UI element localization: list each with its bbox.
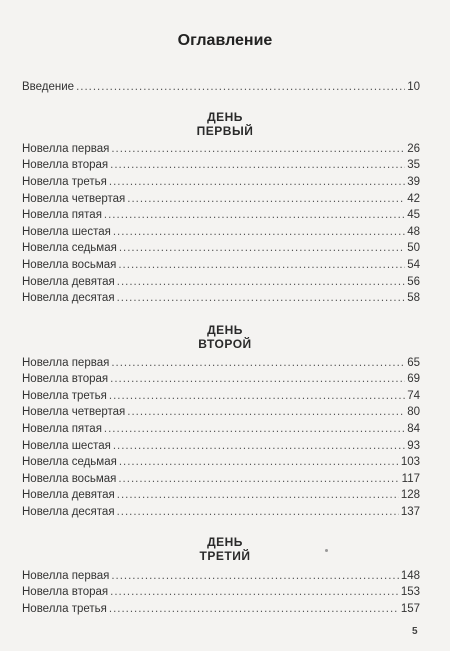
toc-entry-page: 39 bbox=[407, 176, 420, 188]
toc-entry-label: Новелла седьмая bbox=[22, 456, 117, 468]
page-title: Оглавление bbox=[177, 32, 273, 49]
toc-entry-page: 58 bbox=[407, 292, 420, 304]
toc-entry-label: Новелла вторая bbox=[22, 586, 109, 598]
toc-entry bbox=[22, 602, 420, 616]
toc-entry-page: 128 bbox=[400, 489, 420, 501]
toc-entry-page: 56 bbox=[407, 276, 420, 288]
dot-leader bbox=[117, 488, 399, 502]
dot-leader bbox=[119, 455, 399, 469]
dot-leader bbox=[104, 422, 405, 436]
dot-leader bbox=[104, 208, 405, 222]
dot-leader bbox=[110, 158, 405, 172]
toc-entry-label: Новелла девятая bbox=[22, 489, 115, 501]
toc-entry-page: 137 bbox=[400, 506, 420, 518]
toc-entry-label: Новелла десятая bbox=[22, 506, 115, 518]
day3-heading-line1: ДЕНЬ bbox=[207, 535, 243, 549]
toc-entry bbox=[22, 291, 420, 305]
toc-entry bbox=[22, 241, 420, 255]
dot-leader bbox=[109, 175, 405, 189]
day2-heading-line2: ВТОРОЙ bbox=[198, 337, 252, 351]
dot-leader bbox=[118, 472, 399, 486]
toc-entry bbox=[22, 372, 420, 386]
dot-leader bbox=[113, 439, 405, 453]
toc-entry-page: 10 bbox=[407, 81, 420, 93]
dot-leader bbox=[118, 258, 405, 272]
toc-entry-label: Новелла вторая bbox=[22, 373, 109, 385]
toc-entry bbox=[22, 175, 420, 189]
dot-leader bbox=[111, 142, 405, 156]
toc-entry-page: 117 bbox=[401, 473, 420, 485]
toc-entry bbox=[22, 158, 420, 172]
toc-entry-page: 65 bbox=[407, 357, 420, 369]
toc-entry-label: Новелла пятая bbox=[22, 423, 102, 435]
toc-entry bbox=[22, 439, 420, 453]
dot-leader bbox=[110, 585, 399, 599]
toc-entry bbox=[22, 389, 420, 403]
toc-entry-label: Новелла девятая bbox=[22, 276, 115, 288]
dot-leader bbox=[117, 505, 399, 519]
day2-heading-line1: ДЕНЬ bbox=[207, 323, 243, 337]
toc-entry-label: Новелла пятая bbox=[22, 209, 102, 221]
toc-entry bbox=[22, 505, 420, 519]
toc-entry bbox=[22, 488, 420, 502]
toc-entry-label: Новелла восьмая bbox=[22, 259, 117, 271]
page-number: 5 bbox=[412, 626, 418, 637]
toc-entry-page: 93 bbox=[407, 440, 420, 452]
day3-heading-line2: ТРЕТИЙ bbox=[199, 549, 251, 563]
toc-entry-page: 157 bbox=[400, 603, 420, 615]
toc-entry-label: Новелла седьмая bbox=[22, 242, 117, 254]
toc-entry bbox=[22, 356, 420, 370]
dot-leader bbox=[109, 602, 399, 616]
toc-entry-page: 42 bbox=[407, 193, 420, 205]
toc-entry-label: Новелла вторая bbox=[22, 159, 109, 171]
toc-entry bbox=[22, 225, 420, 239]
dot-leader bbox=[109, 389, 405, 403]
toc-entry-label: Новелла третья bbox=[22, 176, 107, 188]
dot-leader bbox=[111, 356, 405, 370]
toc-entry-page: 103 bbox=[400, 456, 420, 468]
day1-heading-line2: ПЕРВЫЙ bbox=[196, 124, 254, 138]
toc-entry-page: 26 bbox=[407, 143, 420, 155]
toc-entry-label: Новелла десятая bbox=[22, 292, 115, 304]
toc-entry-label: Новелла третья bbox=[22, 603, 107, 615]
toc-entry-page: 50 bbox=[407, 242, 420, 254]
toc-entry-label: Новелла восьмая bbox=[22, 473, 117, 485]
toc-entry bbox=[22, 258, 420, 272]
toc-entry-label: Новелла третья bbox=[22, 390, 107, 402]
toc-entry-label: Новелла первая bbox=[22, 357, 110, 369]
toc-entry-page: 48 bbox=[407, 226, 420, 238]
dot-leader bbox=[127, 405, 405, 419]
toc-entry-page: 153 bbox=[400, 586, 420, 598]
toc-entry-page: 45 bbox=[407, 209, 420, 221]
dot-leader bbox=[117, 291, 406, 305]
toc-entry-page: 35 bbox=[407, 159, 420, 171]
toc-entry-label: Новелла четвертая bbox=[22, 406, 126, 418]
toc-entry-label: Новелла шестая bbox=[22, 226, 111, 238]
toc-entry-page: 69 bbox=[407, 373, 420, 385]
toc-entry-label: Введение bbox=[22, 81, 75, 93]
print-speck bbox=[325, 549, 328, 552]
dot-leader bbox=[119, 241, 405, 255]
dot-leader bbox=[76, 80, 405, 94]
toc-entry bbox=[22, 585, 420, 599]
toc-entry bbox=[22, 275, 420, 289]
toc-entry-label: Новелла четвертая bbox=[22, 193, 126, 205]
toc-entry bbox=[22, 142, 420, 156]
toc-entry-label: Новелла шестая bbox=[22, 440, 111, 452]
dot-leader bbox=[110, 372, 405, 386]
toc-entry bbox=[22, 208, 420, 222]
toc-entry-intro bbox=[22, 80, 420, 94]
toc-entry bbox=[22, 569, 420, 583]
toc-entry bbox=[22, 472, 420, 486]
toc-entry-page: 80 bbox=[407, 406, 420, 418]
dot-leader bbox=[127, 192, 405, 206]
toc-entry-label: Новелла первая bbox=[22, 570, 110, 582]
toc-entry-page: 54 bbox=[407, 259, 420, 271]
toc-entry-page: 148 bbox=[400, 570, 420, 582]
toc-entry bbox=[22, 405, 420, 419]
toc-entry bbox=[22, 422, 420, 436]
dot-leader bbox=[113, 225, 405, 239]
toc-entry-page: 74 bbox=[407, 390, 420, 402]
dot-leader bbox=[117, 275, 405, 289]
toc-entry bbox=[22, 192, 420, 206]
day1-heading-line1: ДЕНЬ bbox=[207, 110, 243, 124]
toc-entry-label: Новелла первая bbox=[22, 143, 110, 155]
toc-entry-page: 84 bbox=[407, 423, 420, 435]
toc-entry bbox=[22, 455, 420, 469]
dot-leader bbox=[111, 569, 398, 583]
